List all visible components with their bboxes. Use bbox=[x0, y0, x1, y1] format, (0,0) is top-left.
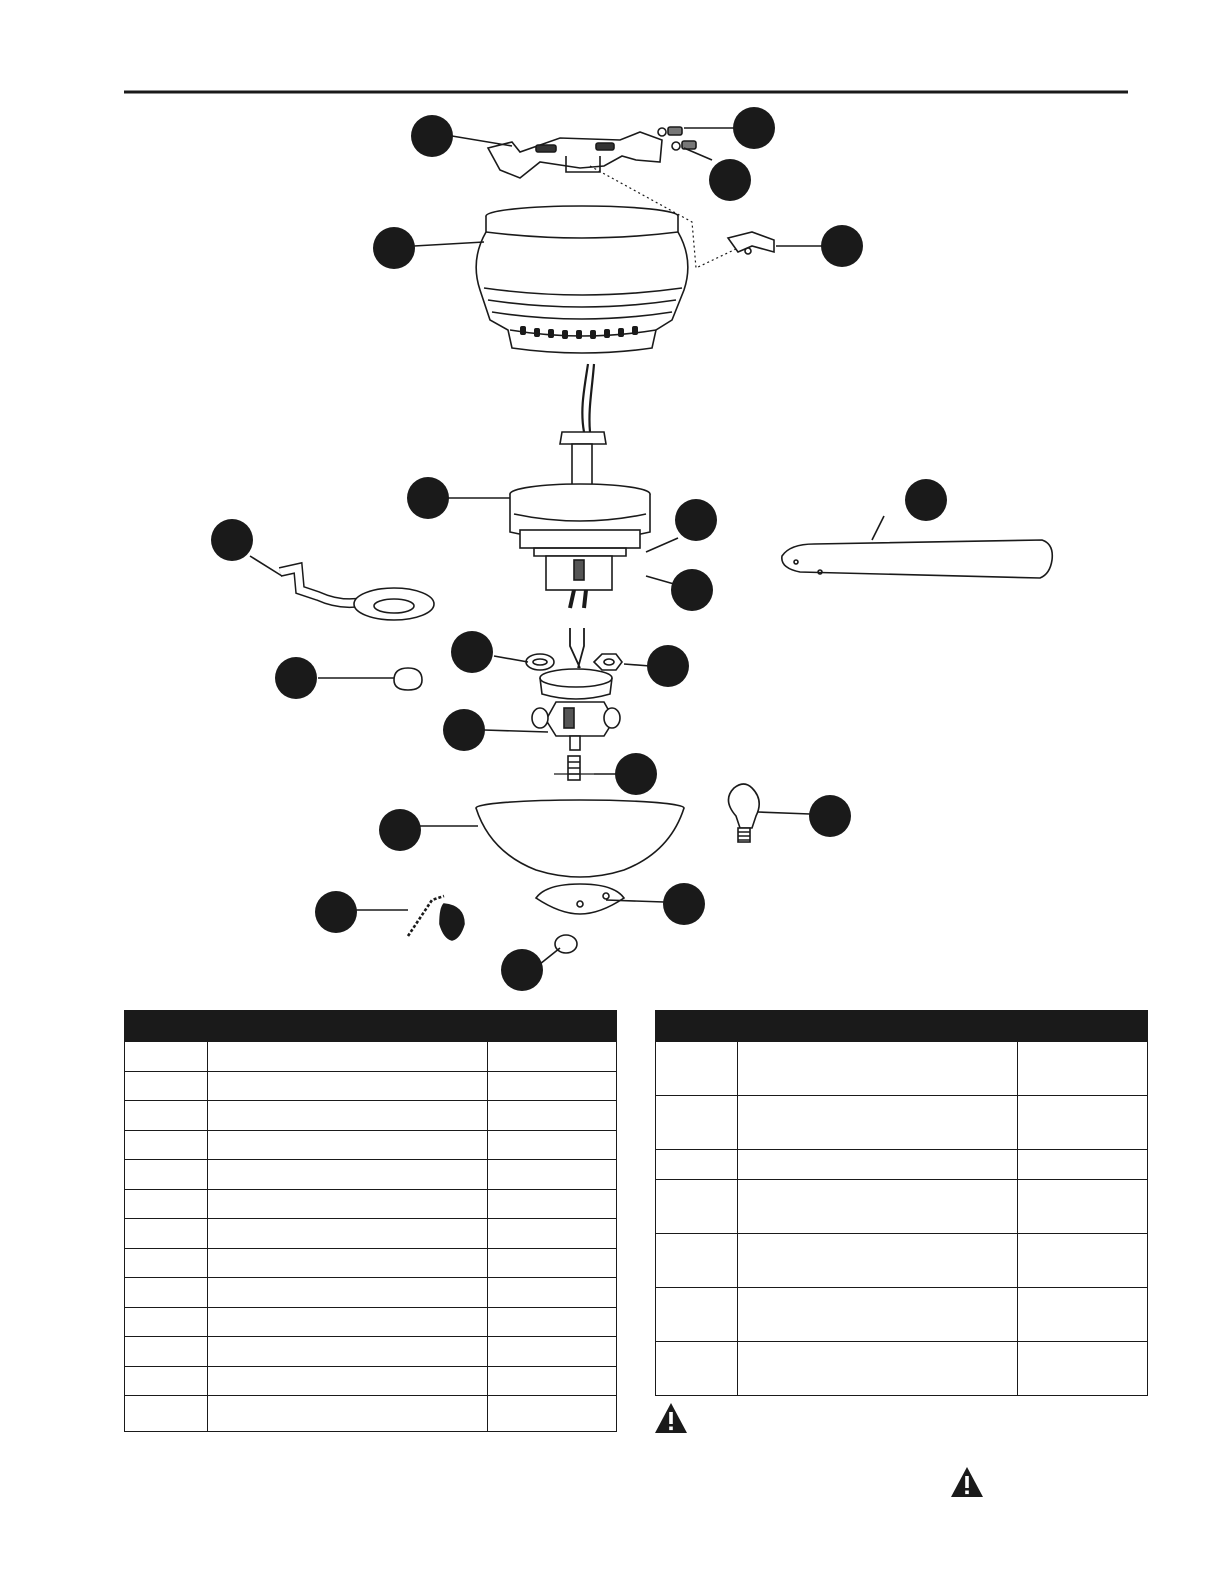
table-cell bbox=[488, 1042, 617, 1072]
callout-bubble bbox=[443, 709, 485, 751]
table-cell bbox=[488, 1189, 617, 1219]
header-cell bbox=[125, 1011, 208, 1042]
table-cell bbox=[488, 1219, 617, 1249]
table-cell bbox=[125, 1219, 208, 1249]
table-cell bbox=[656, 1180, 738, 1234]
table-row bbox=[656, 1288, 1148, 1342]
table-row bbox=[656, 1342, 1148, 1396]
cap-plug bbox=[394, 668, 422, 690]
table-cell bbox=[1018, 1342, 1148, 1396]
warning-icon bbox=[654, 1402, 688, 1434]
table-cell bbox=[488, 1337, 617, 1367]
header-cell bbox=[656, 1011, 738, 1042]
table-cell bbox=[488, 1160, 617, 1190]
callout-bubble bbox=[809, 795, 851, 837]
table-cell bbox=[488, 1278, 617, 1308]
hook-clip bbox=[728, 232, 774, 254]
table-cell bbox=[125, 1307, 208, 1337]
fan-blade bbox=[782, 540, 1052, 578]
table-cell bbox=[208, 1101, 488, 1131]
table-cell bbox=[208, 1248, 488, 1278]
table-row bbox=[125, 1189, 617, 1219]
table-cell bbox=[125, 1396, 208, 1432]
table-header-row bbox=[656, 1011, 1148, 1042]
parts-table-left bbox=[124, 1010, 617, 1432]
callout-bubble bbox=[451, 631, 493, 673]
callout-bubble bbox=[663, 883, 705, 925]
table-cell bbox=[656, 1096, 738, 1150]
table-cell bbox=[125, 1130, 208, 1160]
table-row bbox=[125, 1337, 617, 1367]
table-row bbox=[125, 1278, 617, 1308]
table-cell bbox=[208, 1278, 488, 1308]
light-kit-plate bbox=[540, 669, 612, 699]
table-cell bbox=[738, 1180, 1018, 1234]
finial-cap bbox=[536, 884, 624, 914]
table-row bbox=[125, 1248, 617, 1278]
table-cell bbox=[656, 1288, 738, 1342]
table-row bbox=[656, 1150, 1148, 1180]
table-cell bbox=[208, 1042, 488, 1072]
table-cell bbox=[208, 1307, 488, 1337]
table-row bbox=[125, 1366, 617, 1396]
table-cell bbox=[488, 1071, 617, 1101]
table-cell bbox=[208, 1337, 488, 1367]
callout-bubble bbox=[501, 949, 543, 991]
table-cell bbox=[656, 1342, 738, 1396]
callout-bubble bbox=[675, 499, 717, 541]
table-cell bbox=[738, 1342, 1018, 1396]
callout-bubble bbox=[615, 753, 657, 795]
washer bbox=[526, 654, 554, 670]
callout-bubble bbox=[275, 657, 317, 699]
table-cell bbox=[738, 1042, 1018, 1096]
callout-bubble bbox=[407, 477, 449, 519]
light-bulb bbox=[728, 784, 759, 842]
pull-chain bbox=[408, 896, 464, 940]
table-cell bbox=[656, 1150, 738, 1180]
callout-bubble bbox=[733, 107, 775, 149]
downrod bbox=[560, 432, 606, 486]
table-cell bbox=[488, 1307, 617, 1337]
motor-housing bbox=[510, 484, 650, 556]
table-cell bbox=[125, 1189, 208, 1219]
callout-bubble bbox=[373, 227, 415, 269]
header-cell bbox=[208, 1011, 488, 1042]
table-cell bbox=[208, 1366, 488, 1396]
table-row bbox=[656, 1042, 1148, 1096]
header-cell bbox=[488, 1011, 617, 1042]
table-cell bbox=[208, 1219, 488, 1249]
table-cell bbox=[125, 1248, 208, 1278]
header-cell bbox=[738, 1011, 1018, 1042]
table-cell bbox=[125, 1101, 208, 1131]
table-row bbox=[125, 1396, 617, 1432]
table-header-row bbox=[125, 1011, 617, 1042]
callout-bubble bbox=[315, 891, 357, 933]
table-cell bbox=[125, 1042, 208, 1072]
table-cell bbox=[125, 1278, 208, 1308]
parts-table-right bbox=[655, 1010, 1148, 1396]
table-cell bbox=[1018, 1234, 1148, 1288]
callout-bubble bbox=[211, 519, 253, 561]
table-cell bbox=[738, 1234, 1018, 1288]
table-cell bbox=[1018, 1288, 1148, 1342]
table-cell bbox=[208, 1130, 488, 1160]
table-cell bbox=[1018, 1180, 1148, 1234]
table-row bbox=[125, 1219, 617, 1249]
callout-bubble bbox=[905, 479, 947, 521]
table-cell bbox=[208, 1071, 488, 1101]
table-cell bbox=[125, 1337, 208, 1367]
table-cell bbox=[208, 1396, 488, 1432]
light-kit-wires bbox=[570, 628, 584, 668]
blade-arm bbox=[280, 568, 434, 620]
table-cell bbox=[656, 1042, 738, 1096]
table-cell bbox=[125, 1160, 208, 1190]
callout-bubble bbox=[821, 225, 863, 267]
table-cell bbox=[488, 1396, 617, 1432]
warning-icon bbox=[950, 1466, 984, 1498]
table-cell bbox=[738, 1150, 1018, 1180]
callout-bubble bbox=[379, 809, 421, 851]
bracket-screws bbox=[658, 127, 696, 150]
light-kit-body bbox=[532, 702, 620, 750]
callout-bubble bbox=[671, 569, 713, 611]
table-cell bbox=[738, 1288, 1018, 1342]
table-row bbox=[125, 1071, 617, 1101]
table-row bbox=[125, 1042, 617, 1072]
table-cell bbox=[1018, 1150, 1148, 1180]
hex-nut bbox=[594, 654, 622, 670]
table-row bbox=[125, 1307, 617, 1337]
table-cell bbox=[656, 1234, 738, 1288]
table-cell bbox=[208, 1160, 488, 1190]
table-cell bbox=[125, 1071, 208, 1101]
table-row bbox=[125, 1101, 617, 1131]
callout-bubble bbox=[709, 159, 751, 201]
table-cell bbox=[125, 1366, 208, 1396]
table-row bbox=[656, 1096, 1148, 1150]
table-cell bbox=[488, 1366, 617, 1396]
canopy bbox=[476, 206, 688, 353]
table-cell bbox=[1018, 1042, 1148, 1096]
table-row bbox=[656, 1234, 1148, 1288]
table-row bbox=[656, 1180, 1148, 1234]
table-cell bbox=[488, 1130, 617, 1160]
table-cell bbox=[488, 1248, 617, 1278]
glass-bowl bbox=[476, 800, 684, 877]
table-cell bbox=[208, 1189, 488, 1219]
callout-bubble bbox=[647, 645, 689, 687]
table-cell bbox=[1018, 1096, 1148, 1150]
mounting-bracket bbox=[488, 132, 662, 178]
callout-bubble bbox=[411, 115, 453, 157]
table-cell bbox=[738, 1096, 1018, 1150]
lead-wires bbox=[582, 364, 594, 432]
threaded-rod bbox=[554, 756, 594, 780]
table-cell bbox=[488, 1101, 617, 1131]
table-row bbox=[125, 1130, 617, 1160]
header-cell bbox=[1018, 1011, 1148, 1042]
switch-housing bbox=[546, 556, 612, 608]
table-row bbox=[125, 1160, 617, 1190]
